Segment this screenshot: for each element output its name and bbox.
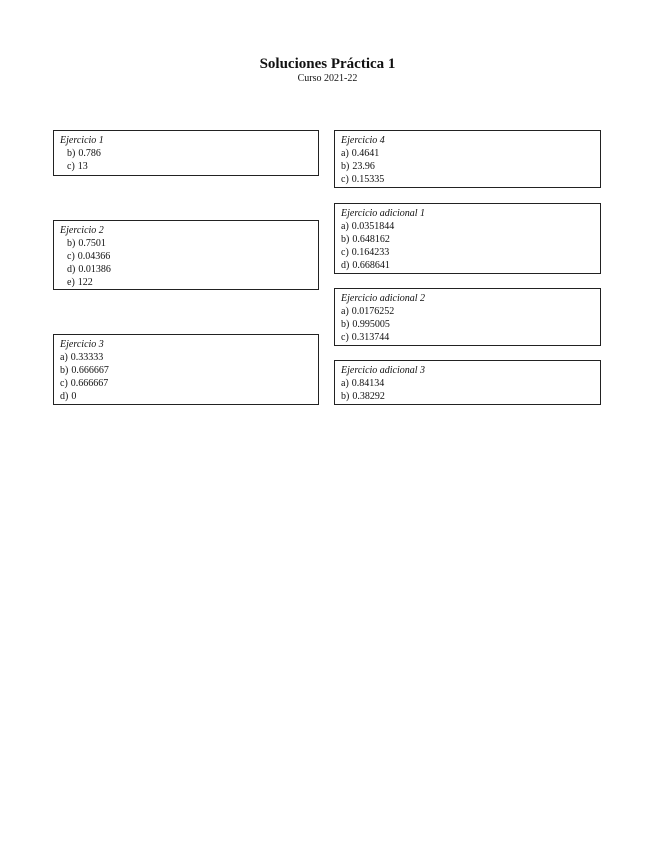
- exercise-title: Ejercicio adicional 2: [341, 293, 426, 304]
- answer-item: [60, 364, 312, 377]
- answer-item: [60, 390, 312, 403]
- answer-item: [341, 377, 594, 390]
- answer-item: [341, 305, 594, 318]
- answer-list: [60, 147, 312, 173]
- answer-item: [341, 233, 594, 246]
- answer-letter: c): [341, 247, 349, 258]
- answer-item: [341, 390, 594, 403]
- answer-list: [341, 147, 594, 186]
- answer-list: [341, 305, 594, 344]
- exercise-box-2: [53, 220, 319, 290]
- answer-value: 0.164233: [351, 247, 390, 258]
- answer-value: 0.4641: [351, 148, 380, 159]
- answer-value: 0.0176252: [351, 306, 395, 317]
- answer-value: 13: [77, 161, 88, 172]
- answer-letter: b): [60, 365, 69, 376]
- answer-letter: c): [341, 332, 349, 343]
- answer-letter: b): [341, 161, 350, 172]
- answer-item: [341, 160, 594, 173]
- answer-list: [341, 220, 594, 272]
- answer-item: [67, 147, 312, 160]
- answer-value: 122: [77, 277, 93, 288]
- answer-value: 0.38292: [352, 391, 385, 402]
- exercise-title: Ejercicio 3: [60, 339, 104, 350]
- answer-item: [60, 377, 312, 390]
- answer-letter: e): [67, 277, 75, 288]
- additional-exercise-box-3: [334, 360, 601, 405]
- answer-item: [341, 259, 594, 272]
- answer-letter: c): [341, 174, 349, 185]
- answer-item: [67, 263, 312, 276]
- answer-item: [341, 331, 594, 344]
- answer-letter: c): [67, 161, 75, 172]
- answer-letter: a): [341, 221, 349, 232]
- answer-list: [60, 237, 312, 289]
- answer-list: [60, 351, 312, 403]
- answer-value: 0.668641: [352, 260, 390, 271]
- answer-value: 0.666667: [70, 378, 109, 389]
- answer-letter: b): [341, 319, 350, 330]
- answer-item: [341, 220, 594, 233]
- answer-value: 0.786: [78, 148, 101, 159]
- answer-value: 0.313744: [351, 332, 390, 343]
- answer-item: [341, 318, 594, 331]
- answer-item: [67, 250, 312, 263]
- exercise-title: Ejercicio 2: [60, 225, 104, 236]
- answer-value: 0.7501: [78, 238, 106, 249]
- answer-letter: b): [341, 234, 350, 245]
- answer-item: [67, 160, 312, 173]
- answer-item: [341, 246, 594, 259]
- answer-list: [341, 377, 594, 403]
- answer-letter: a): [341, 306, 349, 317]
- answer-value: 0.15335: [351, 174, 385, 185]
- exercise-title: Ejercicio adicional 1: [341, 208, 426, 219]
- answer-value: 0.648162: [352, 234, 390, 245]
- answer-item: [67, 237, 312, 250]
- answer-letter: d): [67, 264, 76, 275]
- answer-value: 0.666667: [71, 365, 109, 376]
- answer-value: 0.01386: [78, 264, 111, 275]
- answer-letter: d): [341, 260, 350, 271]
- additional-exercise-box-1: [334, 203, 601, 274]
- answer-value: 0.84134: [351, 378, 385, 389]
- answer-letter: d): [60, 391, 69, 402]
- answer-item: [67, 276, 312, 289]
- answer-letter: b): [341, 391, 350, 402]
- exercise-box-4: [334, 130, 601, 188]
- answer-value: 0.995005: [352, 319, 390, 330]
- answer-value: 23.96: [352, 161, 375, 172]
- answer-item: [60, 351, 312, 364]
- answer-letter: c): [60, 378, 68, 389]
- page-subtitle: Curso 2021-22: [297, 73, 358, 84]
- answer-letter: a): [341, 148, 349, 159]
- answer-letter: c): [67, 251, 75, 262]
- page-title: Soluciones Práctica 1: [259, 56, 396, 72]
- exercise-title: Ejercicio 4: [341, 135, 385, 146]
- answer-letter: b): [67, 148, 76, 159]
- answer-value: 0: [71, 391, 77, 402]
- document-header: [0, 55, 655, 85]
- answer-letter: b): [67, 238, 76, 249]
- answer-value: 0.33333: [70, 352, 104, 363]
- exercise-title: Ejercicio adicional 3: [341, 365, 426, 376]
- exercise-box-3: [53, 334, 319, 405]
- answer-letter: a): [341, 378, 349, 389]
- exercise-title: Ejercicio 1: [60, 135, 104, 146]
- answer-value: 0.04366: [77, 251, 111, 262]
- answer-item: [341, 173, 594, 186]
- additional-exercise-box-2: [334, 288, 601, 346]
- answer-value: 0.0351844: [351, 221, 395, 232]
- exercise-box-1: [53, 130, 319, 176]
- answer-letter: a): [60, 352, 68, 363]
- answer-item: [341, 147, 594, 160]
